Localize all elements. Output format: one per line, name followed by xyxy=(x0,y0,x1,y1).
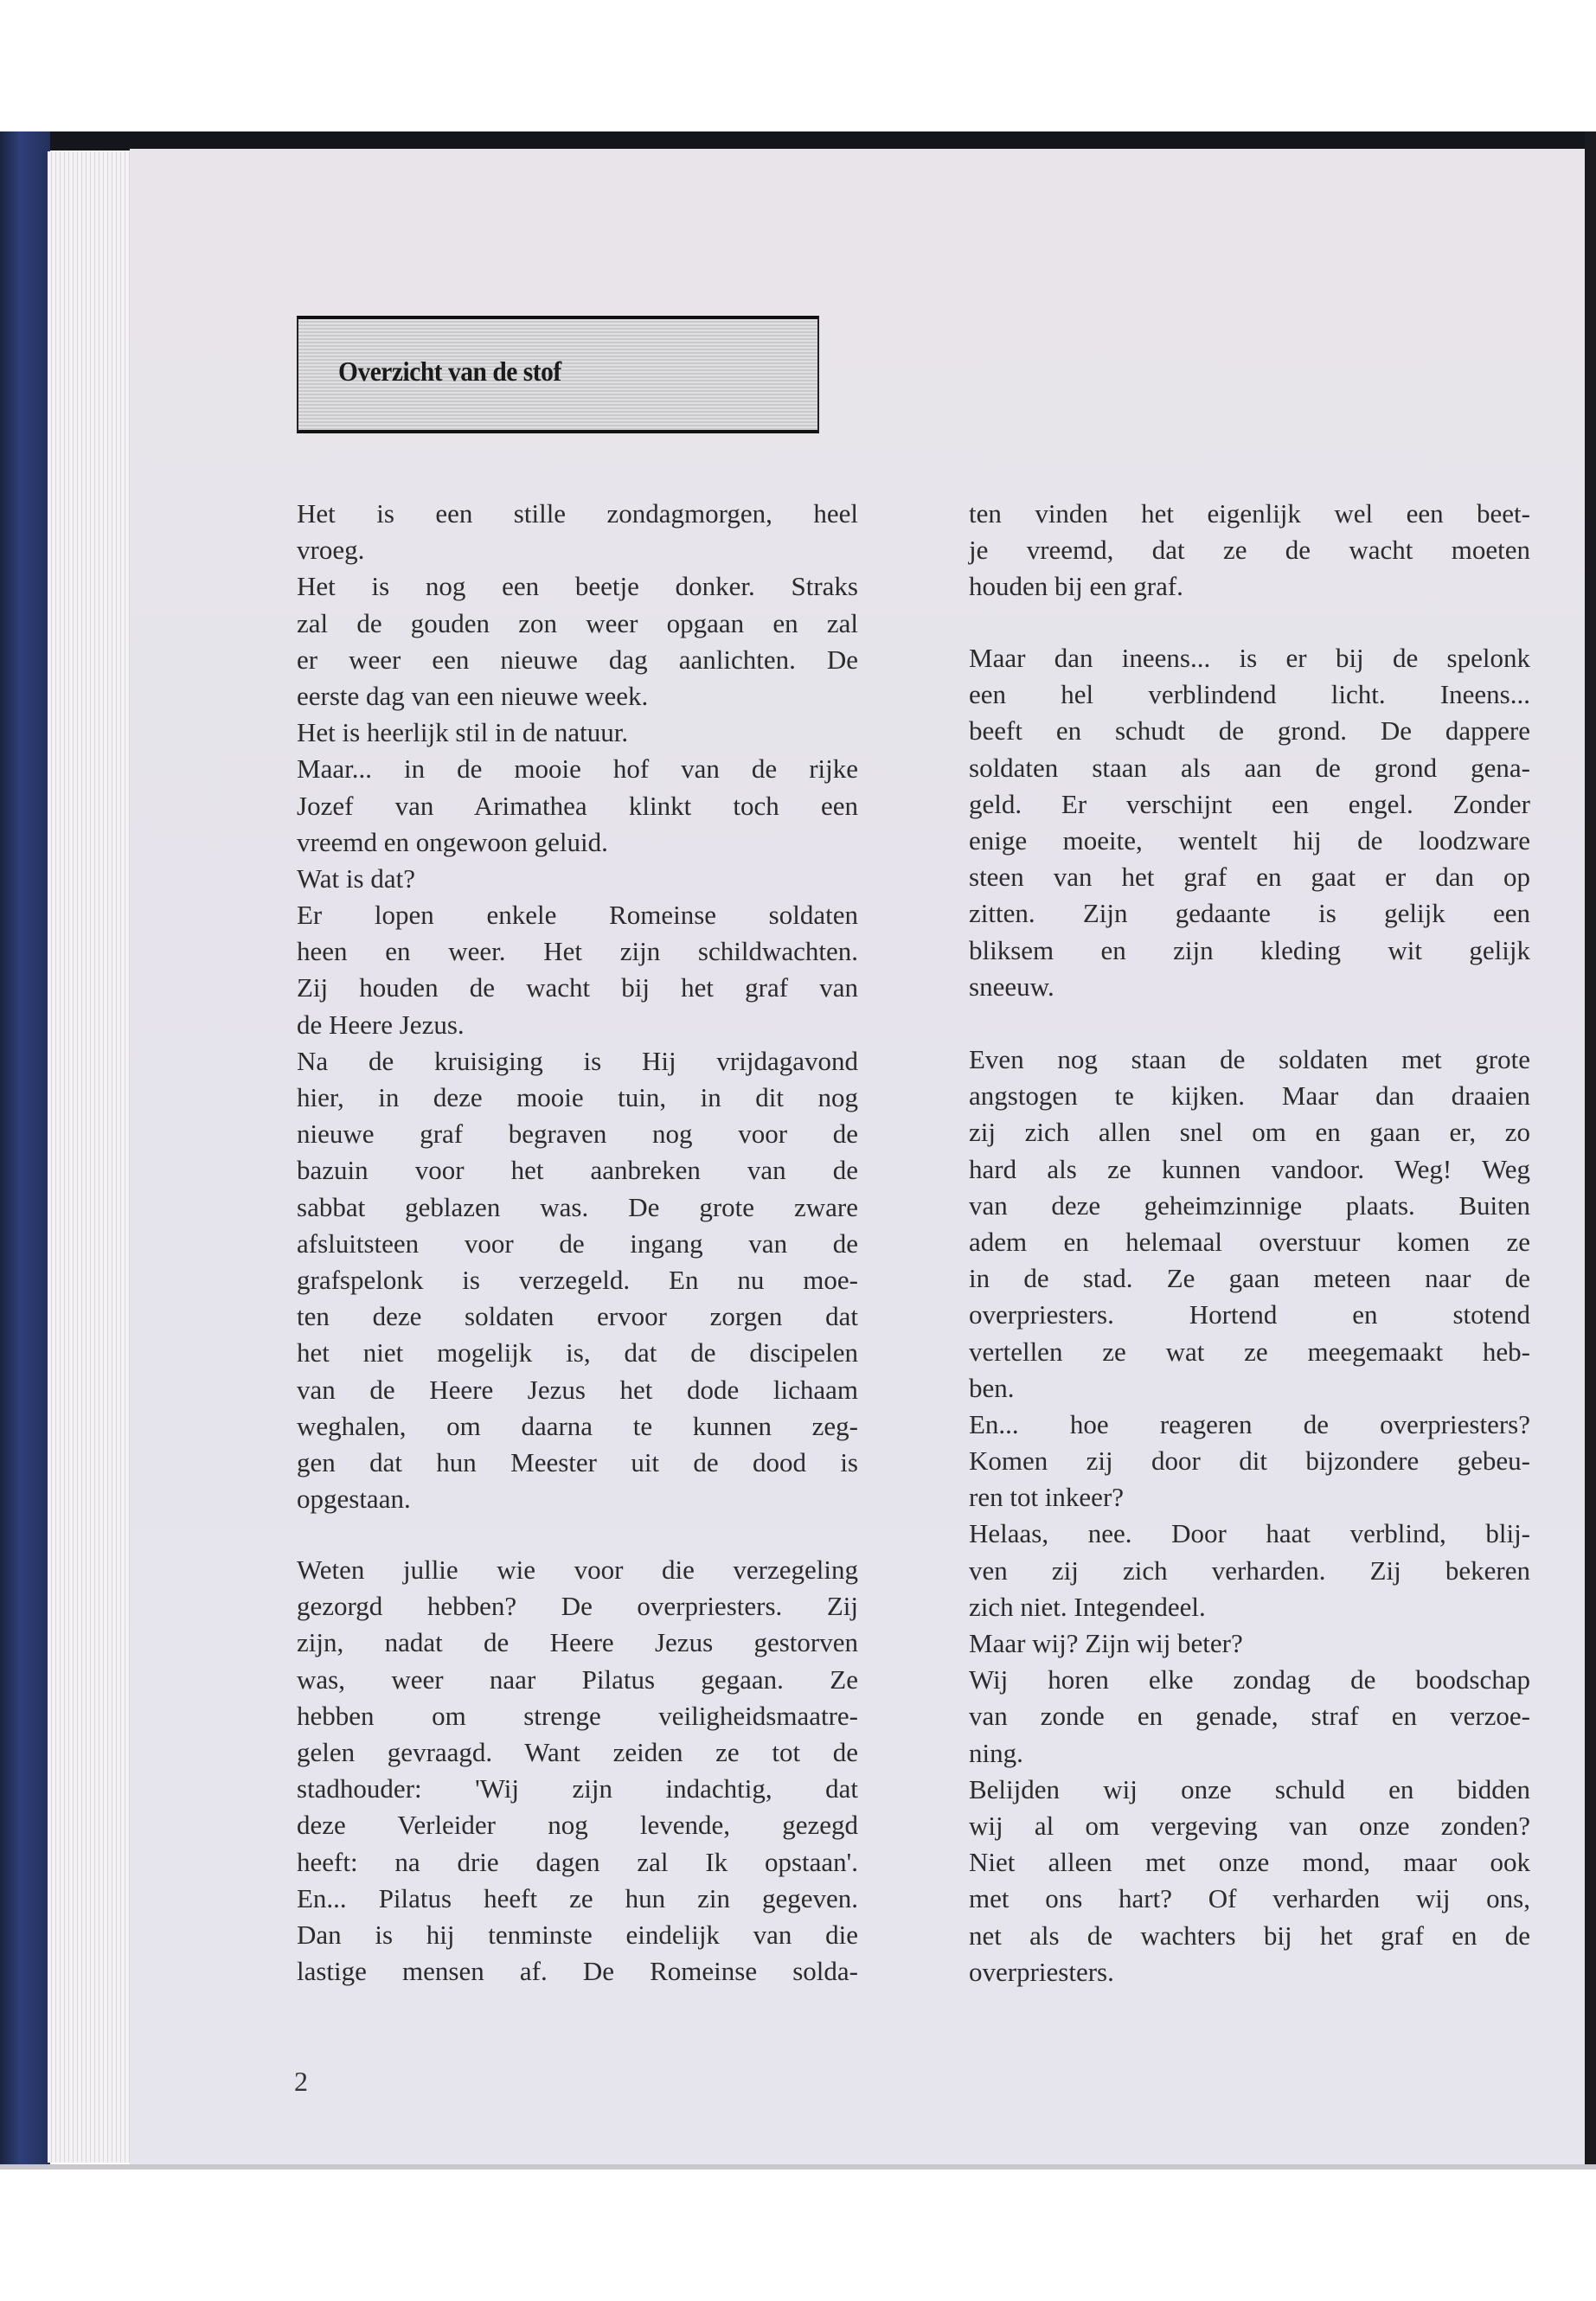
text-line: gen dat hun Meester uit de dood is xyxy=(297,1446,858,1477)
text-line: in de stad. Ze gaan meteen naar de xyxy=(969,1263,1530,1294)
text-line: steen van het graf en gaat er dan op xyxy=(969,862,1530,893)
text-line: de Heere Jezus. xyxy=(297,1009,465,1040)
text-line: er weer een nieuwe dag aanlichten. De xyxy=(297,644,858,675)
text-line: met ons hart? Of verharden wij ons, xyxy=(969,1883,1530,1914)
text-line: hier, in deze mooie tuin, in dit nog xyxy=(297,1082,858,1112)
text-line: nieuwe graf begraven nog voor de xyxy=(297,1118,858,1150)
text-line: Weten jullie wie voor die verzegeling xyxy=(297,1554,858,1585)
text-line: deze Verleider nog levende, gezegd xyxy=(297,1810,858,1841)
text-line: opgestaan. xyxy=(297,1484,411,1515)
text-line: heeft: na drie dagen zal Ik opstaan'. xyxy=(297,1846,858,1877)
page-bottom-edge xyxy=(0,2164,1596,2170)
page-edges xyxy=(48,151,134,2163)
text-line: Het is nog een beetje donker. Straks xyxy=(297,571,858,602)
page-number: 2 xyxy=(294,2066,308,2097)
section-title-box xyxy=(297,316,819,433)
text-line: van zonde en genade, straf en verzoe- xyxy=(969,1701,1530,1732)
text-line: gezorgd hebben? De overpriesters. Zij xyxy=(297,1591,858,1622)
text-line: weghalen, om daarna te kunnen zeg- xyxy=(297,1410,858,1441)
text-line: wij al om vergeving van onze zonden? xyxy=(969,1810,1530,1841)
text-line: Even nog staan de soldaten met grote xyxy=(969,1044,1530,1074)
text-line: houden bij een graf. xyxy=(969,571,1183,602)
text-line: was, weer naar Pilatus gegaan. Ze xyxy=(297,1663,858,1695)
text-line: Helaas, nee. Door haat verblind, blij- xyxy=(969,1518,1530,1549)
section-title: Overzicht van de stof xyxy=(338,356,561,387)
text-line: Jozef van Arimathea klinkt toch een xyxy=(297,790,858,821)
text-line: zij zich allen snel om en gaan er, zo xyxy=(969,1117,1530,1148)
text-line: Het is heerlijk stil in de natuur. xyxy=(297,717,629,748)
text-line: Na de kruisiging is Hij vrijdagavond xyxy=(297,1045,858,1076)
book-cover-edge xyxy=(0,131,50,2164)
text-line: angstogen te kijken. Maar dan draaien xyxy=(969,1080,1530,1112)
left-column-block-2 xyxy=(297,1552,858,1990)
text-line: Niet alleen met onze mond, maar ook xyxy=(969,1847,1530,1878)
text-line: je vreemd, dat ze de wacht moeten xyxy=(969,535,1530,566)
text-line: bazuin voor het aanbreken van de xyxy=(297,1155,858,1186)
text-line: bliksem en zijn kleding wit gelijk xyxy=(969,934,1530,965)
book-top-edge xyxy=(0,131,1596,151)
text-line: afsluitsteen voor de ingang van de xyxy=(297,1227,858,1259)
text-line: heen en weer. Het zijn schildwachten. xyxy=(297,936,858,967)
text-line: ren tot inkeer? xyxy=(969,1482,1125,1513)
text-line: ten deze soldaten ervoor zorgen dat xyxy=(297,1301,858,1332)
text-line: grafspelonk is verzegeld. En nu moe- xyxy=(297,1264,858,1295)
text-line: En... Pilatus heeft ze hun zin gegeven. xyxy=(297,1882,858,1913)
text-line: Dan is hij tenminste eindelijk van die xyxy=(297,1919,858,1950)
text-line: ven zij zich verharden. Zij bekeren xyxy=(969,1554,1530,1586)
text-line: zich niet. Integendeel. xyxy=(969,1591,1206,1622)
right-column-block-3 xyxy=(969,1042,1530,1990)
text-line: sneeuw. xyxy=(969,971,1054,1002)
text-line: hard als ze kunnen vandoor. Weg! Weg xyxy=(969,1153,1530,1184)
right-column-block-2 xyxy=(969,640,1530,1005)
text-line: Maar dan ineens... is er bij de spelonk xyxy=(969,643,1530,673)
text-line: Het is een stille zondagmorgen, heel xyxy=(297,498,858,529)
text-line: zal de gouden zon weer opgaan en zal xyxy=(297,607,858,638)
text-line: beeft en schudt de grond. De dappere xyxy=(969,715,1530,747)
text-line: soldaten staan als aan de grond gena- xyxy=(969,752,1530,783)
text-line: het niet mogelijk is, dat de discipelen xyxy=(297,1337,858,1368)
text-line: van deze geheimzinnige plaats. Buiten xyxy=(969,1189,1530,1221)
text-line: vertellen ze wat ze meegemaakt heb- xyxy=(969,1336,1530,1367)
text-line: Wij horen elke zondag de boodschap xyxy=(969,1664,1530,1695)
text-line: van de Heere Jezus het dode lichaam xyxy=(297,1374,858,1405)
left-column-block-1 xyxy=(297,496,858,1517)
text-line: hebben om strenge veiligheidsmaatre- xyxy=(297,1700,858,1731)
text-line: sabbat geblazen was. De grote zware xyxy=(297,1191,858,1222)
text-line: adem en helemaal overstuur komen ze xyxy=(969,1226,1530,1257)
text-line: net als de wachters bij het graf en de xyxy=(969,1920,1530,1951)
text-line: Er lopen enkele Romeinse soldaten xyxy=(297,900,858,931)
text-line: ben. xyxy=(969,1372,1015,1403)
text-line: Maar wij? Zijn wij beter? xyxy=(969,1628,1243,1658)
text-line: ten vinden het eigenlijk wel een beet- xyxy=(969,498,1530,529)
text-line: overpriesters. Hortend en stotend xyxy=(969,1299,1530,1330)
text-line: gelen gevraagd. Want zeiden ze tot de xyxy=(297,1736,858,1767)
text-line: eerste dag van een nieuwe week. xyxy=(297,680,649,711)
text-line: overpriesters. xyxy=(969,1956,1114,1987)
text-line: Wat is dat? xyxy=(297,862,415,894)
text-line: lastige mensen af. De Romeinse solda- xyxy=(297,1956,858,1987)
text-line: vroeg. xyxy=(297,535,365,566)
text-line: Maar... in de mooie hof van de rijke xyxy=(297,753,858,785)
text-line: geld. Er verschijnt een engel. Zonder xyxy=(969,788,1530,819)
text-line: ning. xyxy=(969,1737,1023,1768)
text-line: zitten. Zijn gedaante is gelijk een xyxy=(969,898,1530,929)
book-right-edge xyxy=(1585,131,1596,2164)
text-line: een hel verblindend licht. Ineens... xyxy=(969,679,1530,710)
text-line: stadhouder: 'Wij zijn indachtig, dat xyxy=(297,1773,858,1804)
text-line: En... hoe reageren de overpriesters? xyxy=(969,1408,1530,1439)
text-line: enige moeite, wentelt hij de loodzware xyxy=(969,824,1530,856)
text-line: Belijden wij onze schuld en bidden xyxy=(969,1773,1530,1804)
text-line: Komen zij door dit bijzondere gebeu- xyxy=(969,1445,1530,1477)
text-line: Zij houden de wacht bij het graf van xyxy=(297,972,858,1003)
right-column-block-1 xyxy=(969,496,1530,606)
text-line: vreemd en ongewoon geluid. xyxy=(297,826,608,857)
text-line: zijn, nadat de Heere Jezus gestorven xyxy=(297,1627,858,1658)
